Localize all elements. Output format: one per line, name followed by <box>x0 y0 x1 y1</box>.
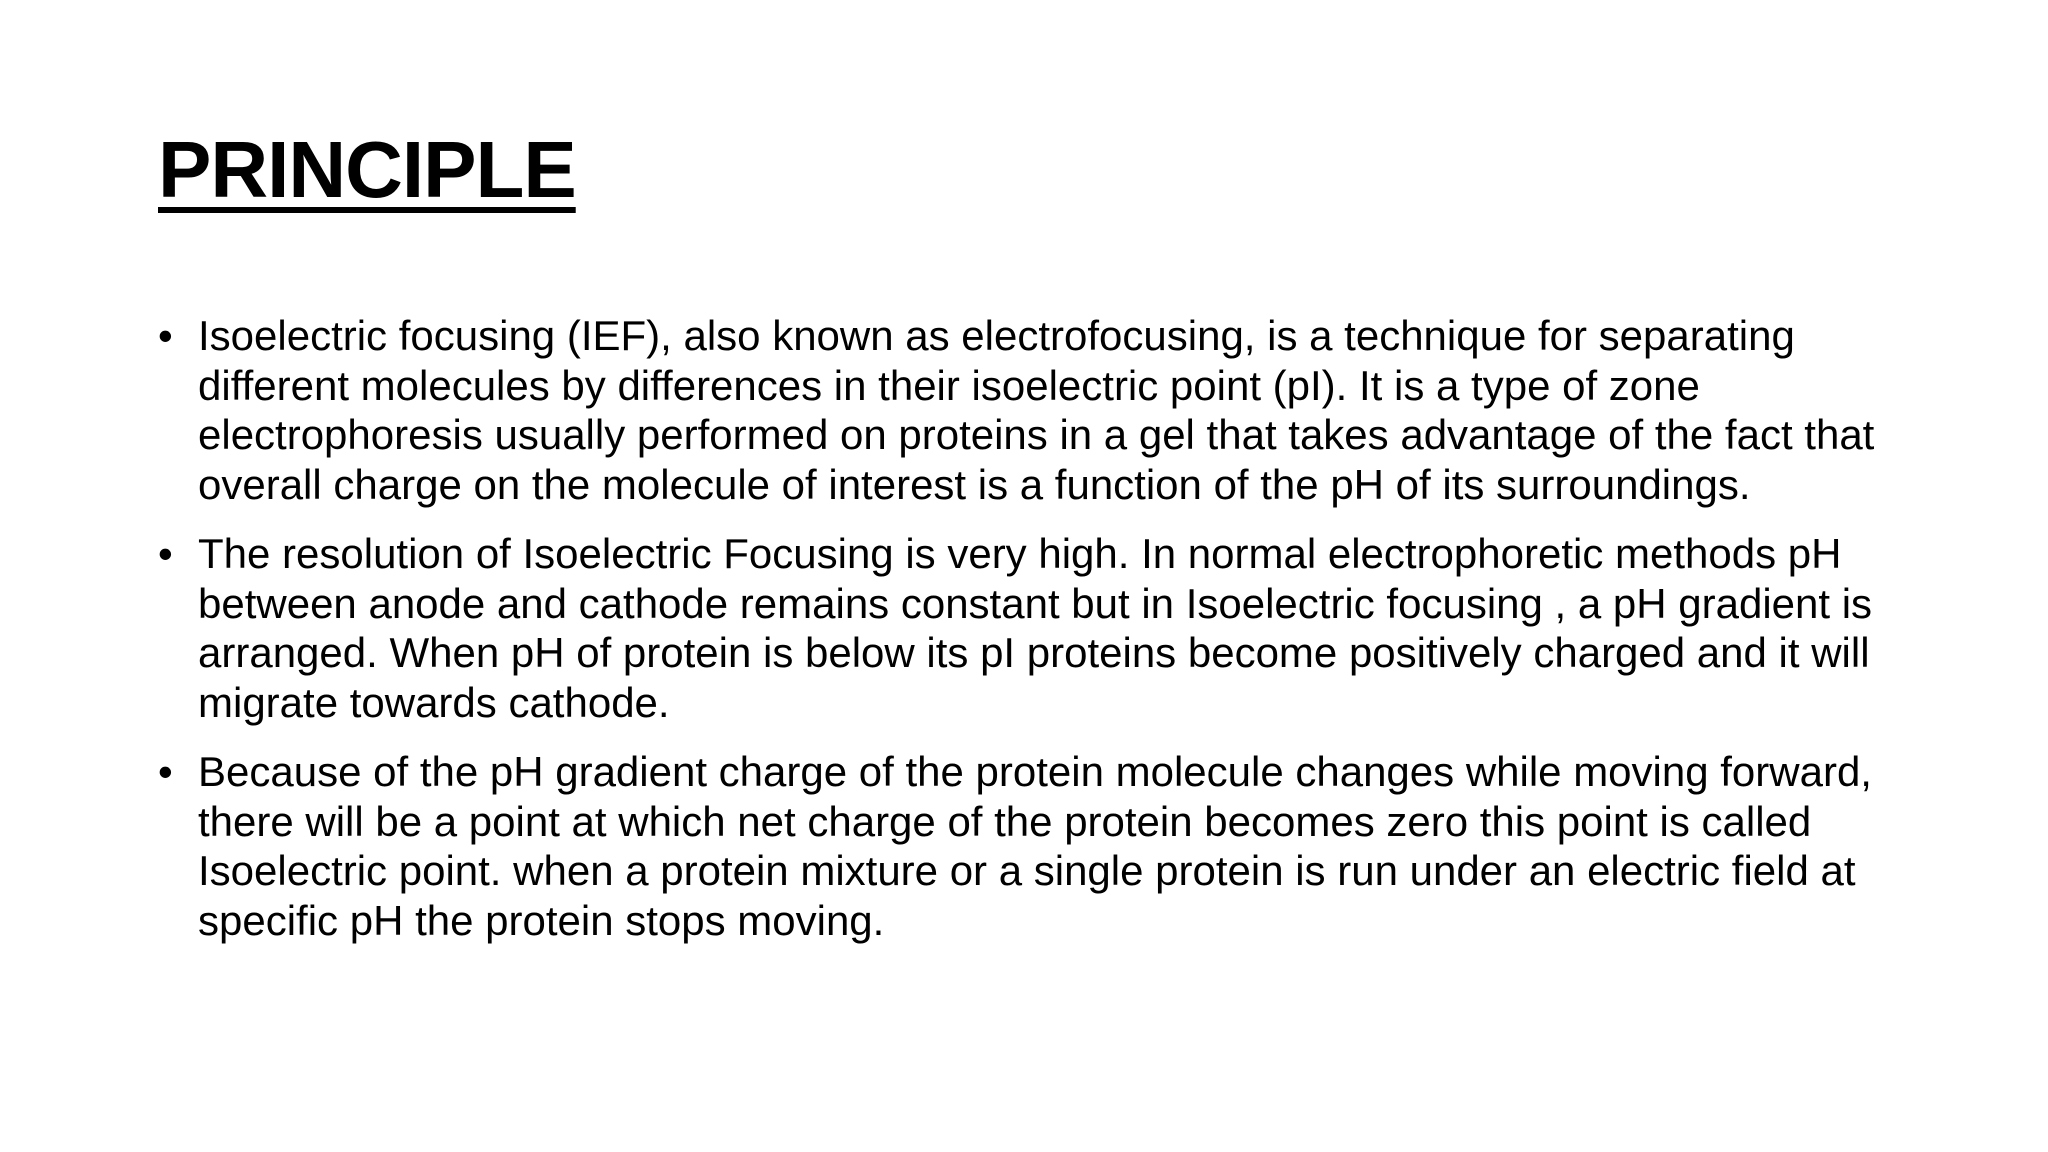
bullet-dot-icon: • <box>158 748 173 795</box>
bullet-dot-icon: • <box>158 530 173 577</box>
bullet-dot-icon: • <box>158 312 173 359</box>
bullet-text-3: Because of the pH gradient charge of the protein molecule changes while moving forward, there will be a point at which net charge of the protein becomes zero this point is called Isoelectric point. when a protein mixture or a single protein is run under an electric field at specific pH the protein stops moving. <box>198 748 1872 944</box>
bullet-list <box>158 311 1918 965</box>
bullet-text-2: The resolution of Isoelectric Focusing is very high. In normal electrophoretic methods pH between anode and cathode remains constant but in Isoelectric focusing , a pH gradient is arranged. When pH of protein is below its pI proteins become positively charged and it will migrate towards cathode. <box>198 530 1873 726</box>
bullet-item-1 <box>158 311 1918 509</box>
bullet-text-1: Isoelectric focusing (IEF), also known as electrofocusing, is a technique for separating different molecules by differences in their isoelectric point (pI). It is a type of zone electrophoresis usually performed on proteins in a gel that takes advantage of the fact that overall charge on the molecule of interest is a function of the pH of its surroundings. <box>198 312 1875 508</box>
bullet-item-3 <box>158 747 1918 945</box>
slide-title: PRINCIPLE <box>158 125 576 214</box>
bullet-item-2 <box>158 529 1918 727</box>
